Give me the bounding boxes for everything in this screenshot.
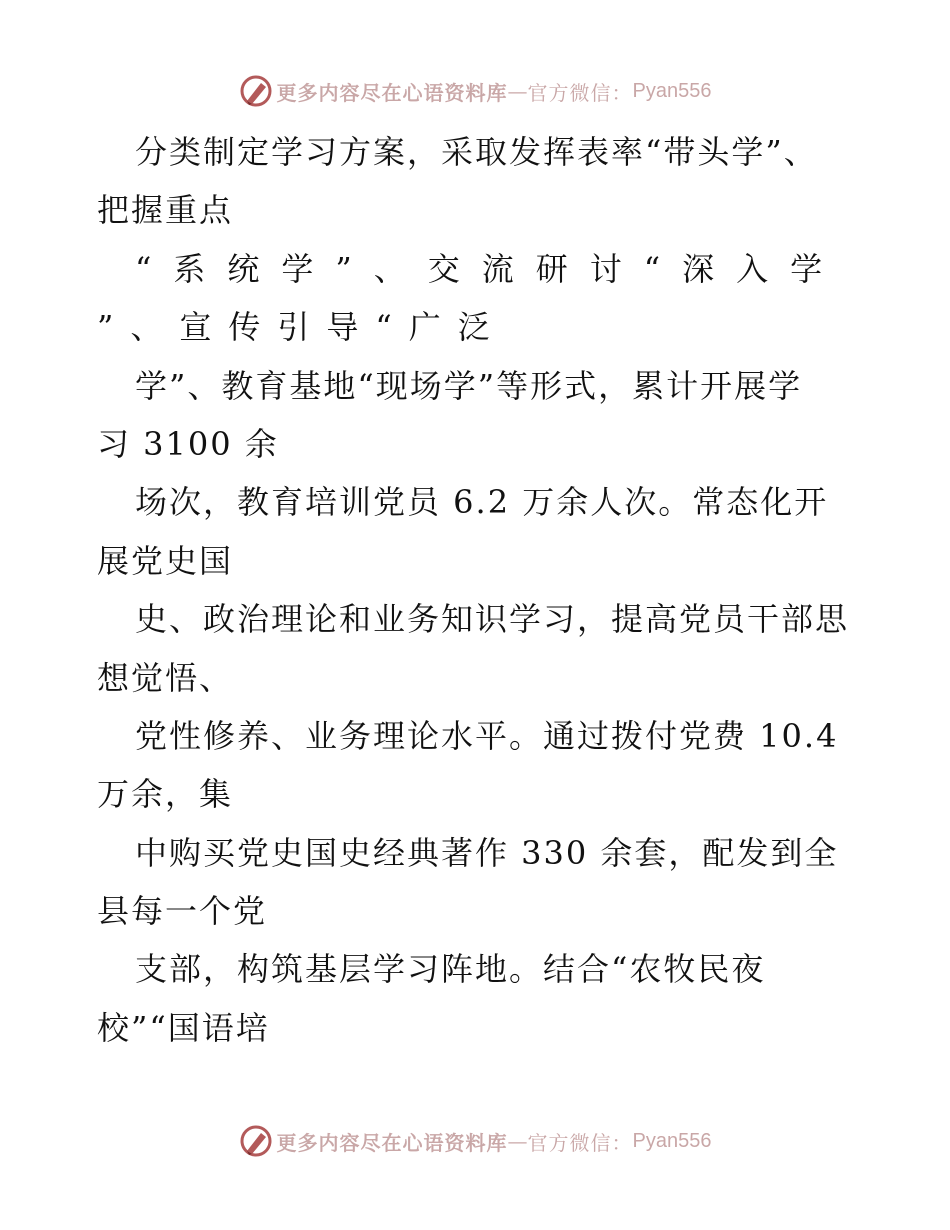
text-line: 展党史国	[97, 541, 234, 580]
text-line: 场次，教育培训党员 6.2 万余人次。常态化开	[135, 483, 829, 522]
pen-logo-icon	[239, 1124, 273, 1158]
document-body	[97, 123, 857, 1057]
text-line: “系统学”、交流研讨“深入学	[135, 249, 845, 288]
text-line: 校”“国语培	[97, 1008, 270, 1047]
footer-watermark	[0, 1121, 950, 1161]
text-line: 史、政治理论和业务知识学习，提高党员干部思	[135, 600, 850, 639]
text-line: ”、宣传引导“广泛	[97, 308, 507, 347]
text-line: 把握重点	[97, 191, 234, 230]
text-line: 想觉悟、	[97, 658, 234, 697]
watermark-main-text: 更多内容尽在心语资料库	[276, 1130, 508, 1155]
watermark-dash: —	[507, 79, 528, 103]
watermark-dash: —	[507, 1129, 528, 1153]
text-line: 分类制定学习方案，采取发挥表率“带头学”、	[135, 133, 818, 171]
header-watermark	[0, 71, 950, 111]
watermark-wechat-label: 官方微信：	[527, 1130, 633, 1155]
watermark-wechat-id: Pyan556	[632, 1129, 712, 1152]
watermark-wechat-id: Pyan556	[632, 79, 712, 102]
text-line: 县每一个党	[97, 892, 268, 931]
text-line: 学”、教育基地“现场学”等形式，累计开展学	[135, 366, 803, 405]
text-line: 习 3100 余	[97, 424, 279, 463]
text-line: 中购买党史国史经典著作 330 余套，配发到全	[135, 833, 839, 872]
watermark-wechat-label: 官方微信：	[527, 80, 633, 105]
pen-logo-icon	[239, 74, 273, 108]
text-line: 党性修养、业务理论水平。通过拨付党费 10.4	[135, 716, 839, 755]
text-line: 支部，构筑基层学习阵地。结合“农牧民夜	[135, 950, 766, 989]
text-line: 万余，集	[97, 775, 234, 814]
watermark-main-text: 更多内容尽在心语资料库	[276, 80, 508, 105]
